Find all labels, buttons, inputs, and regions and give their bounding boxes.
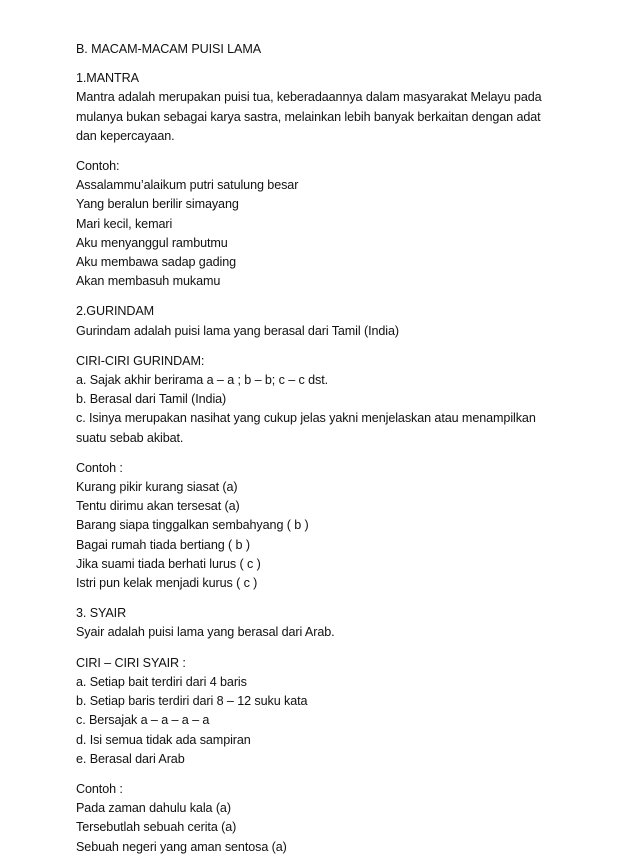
gurindam-features-label: CIRI-CIRI GURINDAM:: [76, 353, 205, 368]
syair-feature-item: d. Isi semua tidak ada sampiran: [76, 732, 251, 747]
mantra-example-label: Contoh:: [76, 159, 120, 174]
mantra-example-line: Akan membasuh mukamu: [76, 274, 221, 289]
gurindam-example-line: Bagai rumah tiada bertiang ( b ): [76, 537, 250, 552]
syair-description: Syair adalah puisi lama yang berasal dari Arab.: [76, 625, 335, 640]
syair-features: [76, 654, 538, 769]
gurindam-feature-item: suatu sebab akibat.: [76, 430, 184, 445]
mantra-heading: 1.MANTRA: [76, 71, 139, 86]
mantra-description-line: dan kepercayaan.: [76, 128, 175, 143]
syair-example: [76, 780, 538, 857]
mantra-example-line: Aku menyanggul rambutmu: [76, 235, 228, 250]
gurindam-example-line: Barang siapa tinggalkan sembahyang ( b ): [76, 518, 309, 533]
syair-feature-item: e. Berasal dari Arab: [76, 751, 185, 766]
mantra-intro: [76, 69, 542, 146]
section-title: B. MACAM-MACAM PUISI LAMA: [76, 42, 262, 56]
gurindam-feature-item: c. Isinya merupakan nasihat yang cukup jelas yakni menjelaskan atau menampilkan: [76, 411, 536, 426]
mantra-example-line: Mari kecil, kemari: [76, 216, 173, 231]
gurindam-feature-item: b. Berasal dari Tamil (India): [76, 392, 227, 407]
gurindam-description: Gurindam adalah puisi lama yang berasal dari Tamil (India): [76, 323, 399, 338]
syair-example-label: Contoh :: [76, 781, 123, 796]
gurindam-example-line: Istri pun kelak menjadi kurus ( c ): [76, 576, 258, 591]
syair-example-line: Pada zaman dahulu kala (a): [76, 801, 231, 816]
mantra-example-line: Assalammu’alaikum putri satulung besar: [76, 178, 299, 193]
syair-features-label: CIRI – CIRI SYAIR :: [76, 655, 186, 670]
syair-intro: [76, 604, 538, 642]
mantra-description-line: mulanya bukan sebagai karya sastra, melainkan lebih banyak berkaitan dengan adat: [76, 109, 541, 124]
syair-example-line: Tersebutlah sebuah cerita (a): [76, 820, 237, 835]
gurindam-example-line: Jika suami tiada berhati lurus ( c ): [76, 556, 261, 571]
gurindam-example-label: Contoh :: [76, 460, 123, 475]
gurindam-feature-item: a. Sajak akhir berirama a – a ; b – b; c – c dst.: [76, 373, 328, 388]
gurindam-example-line: Tentu dirimu akan tersesat (a): [76, 499, 240, 514]
syair-feature-item: b. Setiap baris terdiri dari 8 – 12 suku kata: [76, 694, 308, 709]
syair-feature-item: a. Setiap bait terdiri dari 4 baris: [76, 674, 247, 689]
gurindam-example: [76, 459, 538, 593]
gurindam-features: [76, 352, 538, 448]
mantra-example: [76, 157, 538, 291]
mantra-example-line: Aku membawa sadap gading: [76, 255, 237, 270]
section-title-block: [76, 40, 538, 59]
gurindam-heading: 2.GURINDAM: [76, 304, 155, 319]
syair-feature-item: c. Bersajak a – a – a – a: [76, 713, 210, 728]
gurindam-example-line: Kurang pikir kurang siasat (a): [76, 480, 238, 495]
syair-example-line: Sebuah negeri yang aman sentosa (a): [76, 839, 287, 854]
gurindam-intro: [76, 302, 538, 340]
mantra-description-line: Mantra adalah merupakan puisi tua, keberadaannya dalam masyarakat Melayu pada: [76, 90, 542, 105]
syair-heading: 3. SYAIR: [76, 606, 127, 621]
mantra-example-line: Yang beralun berilir simayang: [76, 197, 239, 212]
